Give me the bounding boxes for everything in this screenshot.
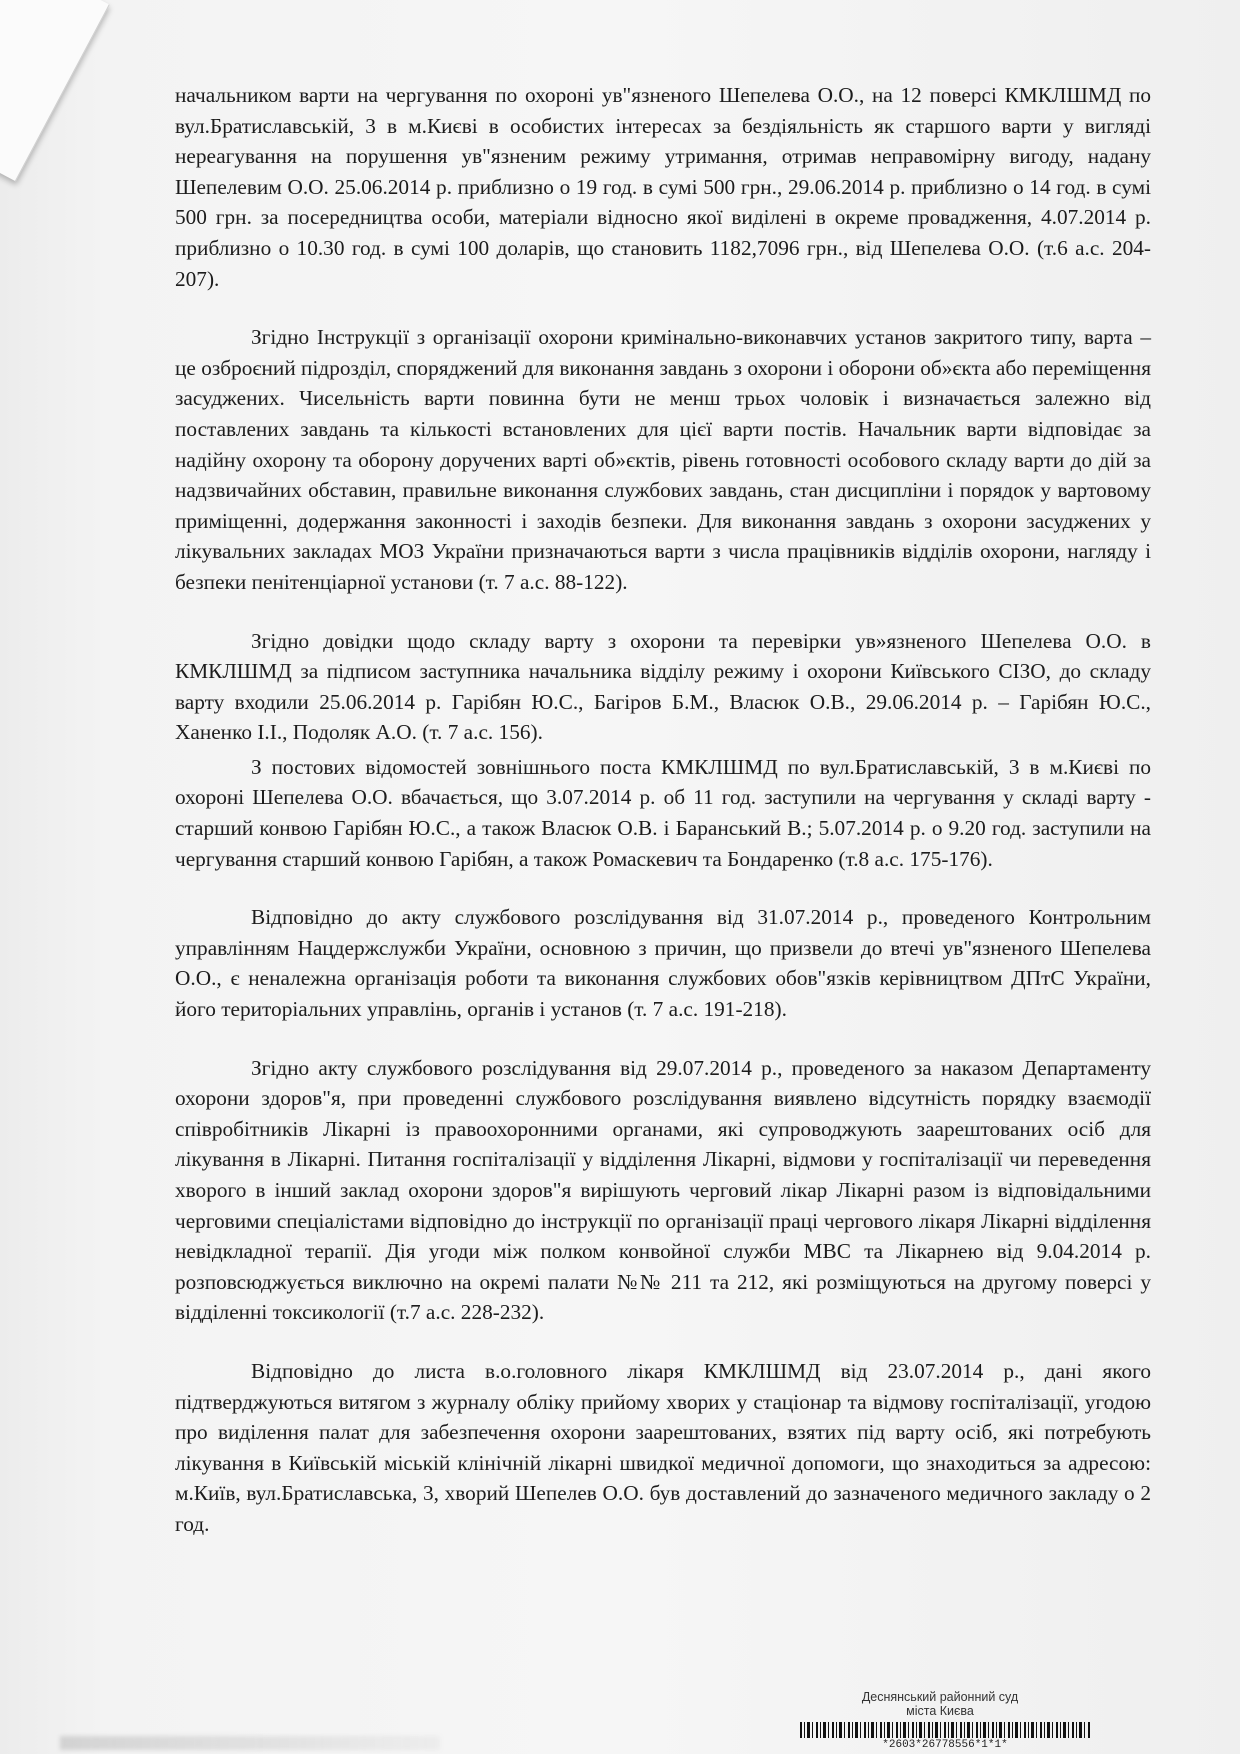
court-name: Деснянський районний суд xyxy=(861,1690,1019,1704)
document-body xyxy=(175,80,1151,1540)
barcode-number: *2603*26778556*1*1* xyxy=(882,1739,1008,1751)
paragraph-6: Згідно акту службового розслідування від 29.07.2014 р., проведеного за наказом Департаменту охорони здоров"я, при проведенні службового розслідування виявлено відсутність порядку взаємодії співробітників Лікарні із правоохоронними органами, які супроводжують заарештованих осіб для лікування в Лікарні. Питання госпіталізації у відділення Лікарні, відмови у госпіталізації чи переведення хворого в інший заклад охорони здоров"я вирішують черговий лікар Лікарні разом із відповідальними черговими спеціалістами відповідно до інструкції по організації праці чергового лікаря Лікарні відділення невідкладної терапії. Дія угоди між полком конвойної служби МВС та Лікарнею від 9.04.2014 р. розповсюджується виключно на окремі палати №№ 211 та 212, які розміщуються на другому поверсі у відділенні токсикології (т.7 а.с. 228-232). xyxy=(175,1055,1151,1325)
paragraph-4: З постових відомостей зовнішнього поста КМКЛШМД по вул.Братиславській, 3 в м.Києві по охороні Шепелева О.О. вбачається, що 3.07.2014 р. об 11 год. заступили на чергування у складі варту - старший конвою Гарібян Ю.С., а також Власюк О.В. і Баранський В.; 5.07.2014 р. о 9.20 год. заступили на чергування старший конвою Гарібян, а також Ромаскевич та Бондаренко (т.8 а.с. 175-176). xyxy=(175,754,1151,871)
paragraph-7: Відповідно до листа в.о.головного лікаря КМКЛШМД від 23.07.2014 р., дані якого підтверджуються витягом з журналу обліку прийому хворих у стаціонар та відмову госпіталізації, угодою про виділення палат для забезпечення охорони заарештованих, взятих під варту осіб, які потребують лікування в Київській міській клінічній лікарні швидкої медичної допомоги, що знаходиться за адресою: м.Київ, вул.Братиславська, 3, хворий Шепелев О.О. був доставлений до зазначеного медичного закладу о 2 год. xyxy=(175,1358,1151,1536)
paragraph-1: начальником варти на чергування по охороні ув"язненого Шепелева О.О., на 12 поверсі КМКЛШМД по вул.Братиславській, 3 в м.Києві в особистих інтересах за бездіяльність як старшого варти у вигляді нереагування на порушення ув"язненим режиму утримання, отримав неправомірну вигоду, надану Шепелевим О.О. 25.06.2014 р. приблизно о 19 год. в сумі 500 грн., 29.06.2014 р. приблизно о 14 год. в сумі 500 грн. за посередництва особи, матеріали відносно якої виділені в окреме провадження, 4.07.2014 р. приблизно о 10.30 год. в сумі 100 доларів, що становить 1182,7096 грн., від Шепелева О.О. (т.6 а.с. 204-207). xyxy=(175,83,1151,291)
paragraph-2: Згідно Інструкції з організації охорони кримінально-виконавчих установ закритого типу, варта – це озброєний підрозділ, споряджений для виконання завдань з охорони і оборони об»єкта або переміщення засуджених. Чисельність варти повинна бути не менш трьох чоловік і визначається залежно від поставлених завдань та кількості встановлених для цієї варти постів. Начальник варти відповідає за надійну охорону та оборону доручених варті об»єктів, рівень готовності особового складу варти до дій за надзвичайних обставин, правильне виконання службових завдань, стан дисципліни і порядок у вартовому приміщенні, додержання законності і заходів безпеки. Для виконання завдань з охорони засуджених у лікувальних закладах МОЗ України призначаються варти з числа працівників відділів охорони, нагляду і безпеки пенітенціарної установи (т. 7 а.с. 88-122). xyxy=(175,325,1151,594)
court-stamp xyxy=(790,1690,1090,1718)
barcode-icon xyxy=(800,1722,1090,1738)
paragraph-5: Відповідно до акту службового розслідування від 31.07.2014 р., проведеного Контрольним управлінням Нацдержслужби України, основною з причин, що призвели до втечі ув"язненого Шепелева О.О., є неналежна організація роботи та виконання службових обов"язків керівництвом ДПтС України, його територіальних управлінь, органів і установ (т. 7 а.с. 191-218). xyxy=(175,905,1151,1022)
court-city: міста Києва xyxy=(906,1704,974,1718)
previous-page-fragment xyxy=(0,0,110,181)
paragraph-3: Згідно довідки щодо складу варту з охорони та перевірки ув»язненого Шепелева О.О. в КМКЛШМД за підписом заступника начальника відділу режиму і охорони Київського СІЗО, до складу варту входили 25.06.2014 р. Гарібян Ю.С., Багіров Б.М., Власюк О.В., 29.06.2014 р. – Гарібян Ю.С., Ханенко І.І., Подоляк А.О. (т. 7 а.с. 156). xyxy=(175,628,1151,745)
bottom-shadow xyxy=(60,1736,440,1750)
